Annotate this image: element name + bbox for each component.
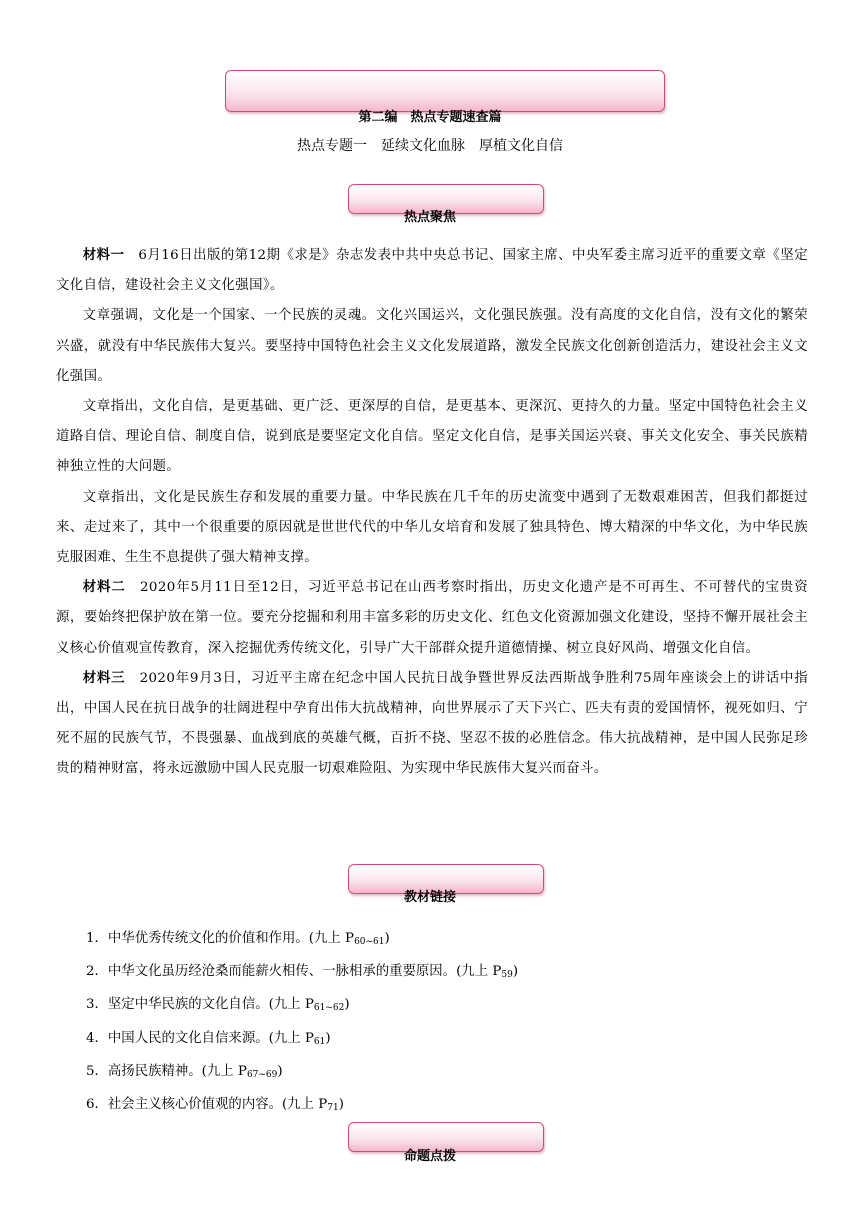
page-ref: 61~62 <box>313 1003 345 1014</box>
item-number: 3． <box>86 997 108 1013</box>
material-text: 文章指出，文化是民族生存和发展的重要力量。中华民族在几千年的历史流变中遇到了无数艰难困苦，但我们都挺过来、走过来了，其中一个很重要的原因就是世世代代的中华儿女培育和发展了独具特色、博大精深的中华文化，为中华民族克服困难、生生不息提供了强大精神支撑。 <box>56 489 808 566</box>
item-number: 5． <box>86 1063 108 1079</box>
material-text: 6月16日出版的第12期《求是》杂志发表中共中央总书记、国家主席、中央军委主席习近平的重要文章《坚定文化自信，建设社会主义文化强国》。 <box>56 248 808 294</box>
material-text: 2020年5月11日至12日，习近平总书记在山西考察时指出，历史文化遗产是不可再生、不可替代的宝贵资源，要始终把保护放在第一位。要充分挖掘和利用丰富多彩的历史文化、红色文化资源加强文化建设，坚持不懈开展社会主义核心价值观宣传教育，深入挖掘优秀传统文化，引导广大干部群众提升道德情操、树立良好风尚、增强文化自信。 <box>56 580 809 656</box>
item-text: 中国人民的文化自信来源。(九上 P <box>107 1030 314 1046</box>
part-title: 第二编 热点专题速查篇 <box>358 110 502 125</box>
paren: ) <box>512 964 519 980</box>
list-item <box>86 924 518 957</box>
item-text: 中华文化虽历经沧桑而能薪火相传、一脉相承的重要原因。(九上 P <box>107 964 502 980</box>
list-item <box>86 990 518 1023</box>
item-text: 中华优秀传统文化的价值和作用。(九上 P <box>107 931 355 946</box>
material-text: 文章强调，文化是一个国家、一个民族的灵魂。文化兴国运兴，文化强民族强。没有高度的文化自信，没有文化的繁荣兴盛，就没有中华民族伟大复兴。要坚持中国特色社会主义文化发展道路，激发全民族文化创新创造活力，建设社会主义文化强国。 <box>56 308 808 384</box>
item-text: 社会主义核心价值观的内容。(九上 P <box>107 1097 328 1113</box>
page-ref: 59 <box>501 970 513 981</box>
material-label: 材料一 <box>82 248 125 263</box>
textbook-section-heading: 教材链接 <box>403 890 456 905</box>
material-label: 材料二 <box>82 580 126 596</box>
paren: ) <box>277 1063 283 1079</box>
list-item <box>86 1024 518 1057</box>
list-item <box>86 957 518 990</box>
item-number: 4． <box>86 1030 108 1046</box>
paren: ) <box>338 1097 344 1113</box>
textbook-links-list <box>86 924 518 1123</box>
page-ref: 71 <box>327 1103 339 1114</box>
page-ref: 61 <box>313 1036 326 1047</box>
item-number: 2． <box>86 964 108 980</box>
material-text: 2020年9月3日，习近平主席在纪念中国人民抗日战争暨世界反法西斯战争胜利75周年座谈会上的讲话中指出，中国人民在抗日战争的壮阔进程中孕育出伟大抗战精神，向世界展示了天下兴亡、匹夫有责的爱国情怀，视死如归、宁死不屈的民族气节，不畏强暴、血战到底的英雄气概，百折不挠、坚忍不拔的必胜信念。伟大抗战精神，是中国人民弥足珍贵的精神财富，将永远激励中国人民克服一切艰难险阻、为实现中华民族伟大复兴而奋斗。 <box>56 670 809 777</box>
item-number: 6． <box>86 1097 108 1113</box>
paren: ) <box>384 931 390 946</box>
item-number: 1． <box>86 931 108 946</box>
topic-title: 热点专题一 延续文化血脉 厚植文化自信 <box>297 138 563 154</box>
item-text: 高扬民族精神。(九上 P <box>107 1063 247 1079</box>
material-paragraph <box>56 241 808 301</box>
material-paragraph <box>56 392 808 483</box>
material-paragraph <box>56 483 808 574</box>
paren: ) <box>344 997 350 1013</box>
material-text: 文章指出，文化自信，是更基础、更广泛、更深厚的自信，是更基本、更深沉、更持久的力量。坚定中国特色社会主义道路自信、理论自信、制度自信，说到底是要坚定文化自信。坚定文化自信，是事关国运兴衰、事关文化安全、事关民族精神独立性的大问题。 <box>56 399 808 475</box>
material-paragraph <box>56 573 808 664</box>
item-text: 坚定中华民族的文化自信。(九上 P <box>107 997 314 1013</box>
page-ref: 60~61 <box>354 937 385 947</box>
guidance-section-heading: 命题点拨 <box>403 1149 456 1164</box>
material-label: 材料三 <box>82 670 126 686</box>
material-paragraph <box>56 301 808 392</box>
page-ref: 67~69 <box>246 1069 278 1080</box>
list-item <box>86 1057 518 1090</box>
material-paragraph <box>56 664 808 785</box>
paren: ) <box>325 1030 331 1046</box>
materials-article <box>56 241 808 785</box>
list-item <box>86 1090 518 1123</box>
focus-section-heading: 热点聚焦 <box>403 210 456 225</box>
